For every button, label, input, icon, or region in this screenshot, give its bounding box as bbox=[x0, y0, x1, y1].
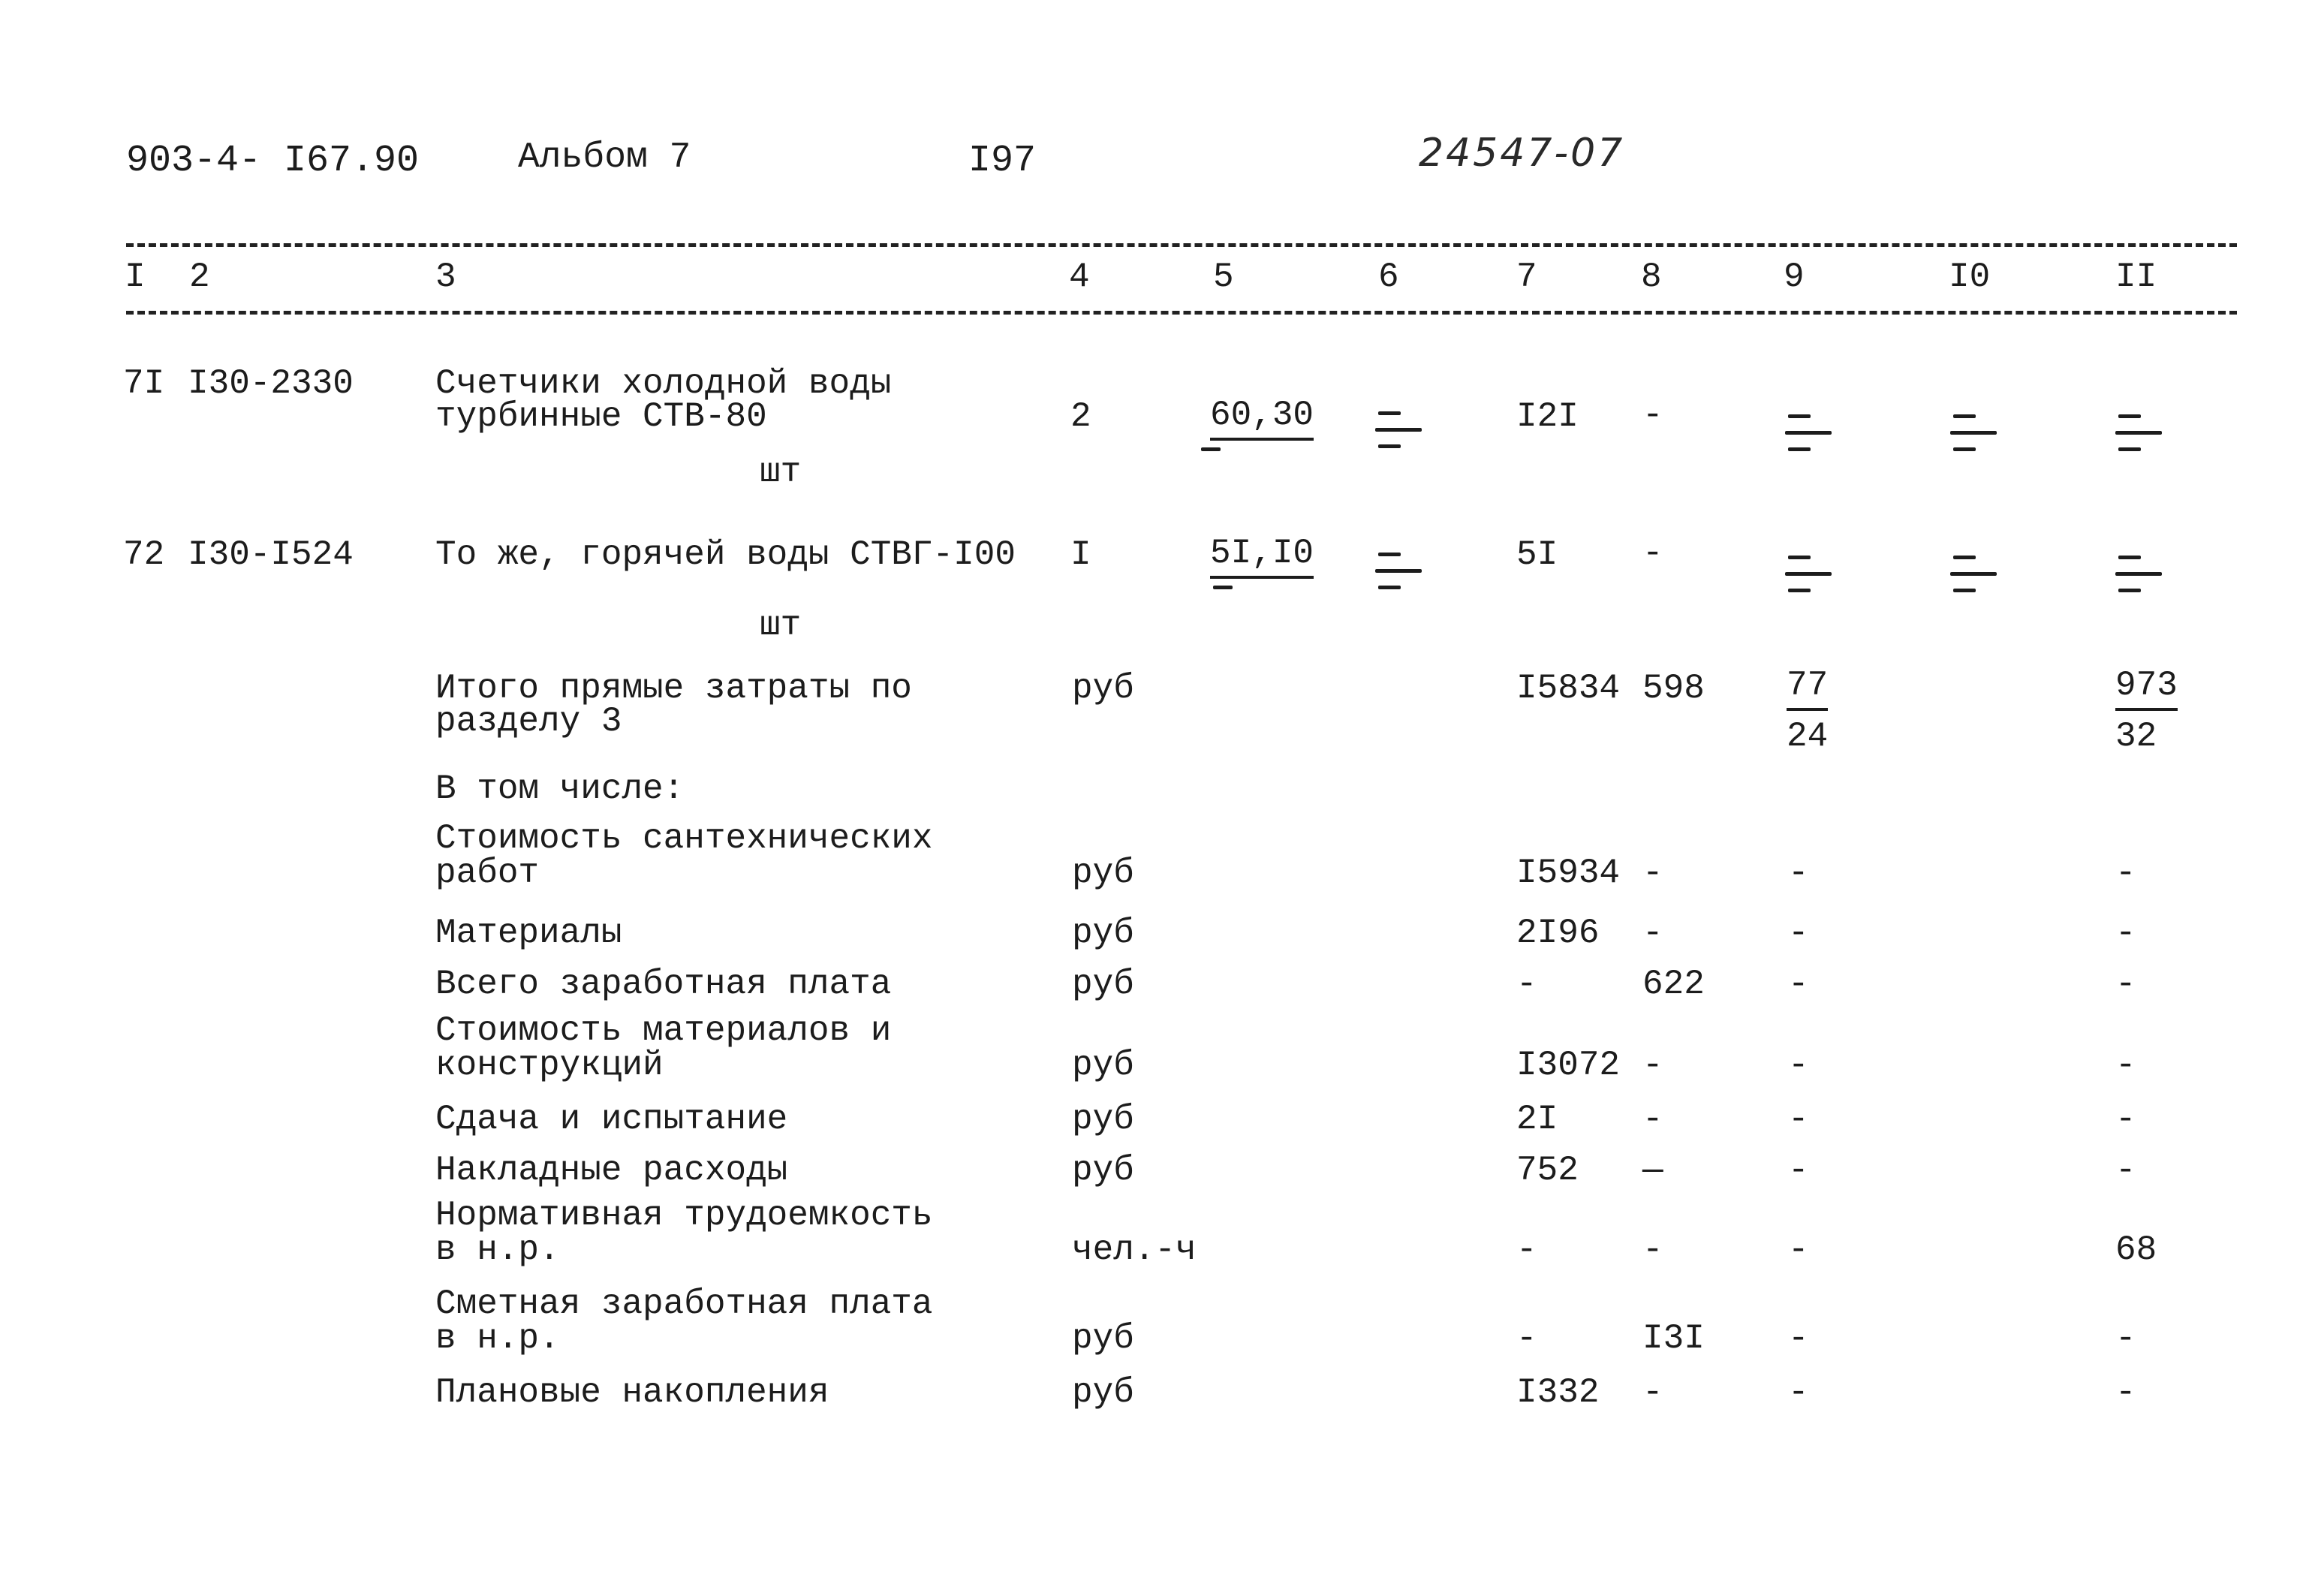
breakdown-label-line: Нормативная трудоемкость bbox=[435, 1196, 933, 1235]
col7-value: I3072 bbox=[1516, 1046, 1621, 1085]
total-label-line: Итого прямые затраты по bbox=[435, 669, 912, 708]
col7-value: I332 bbox=[1516, 1373, 1600, 1412]
unit-label: руб bbox=[1072, 1046, 1134, 1085]
unit-label: руб bbox=[1072, 854, 1134, 893]
unit-label: руб bbox=[1072, 1100, 1134, 1139]
unit-label: руб bbox=[1072, 914, 1134, 953]
col8-value: 622 bbox=[1642, 965, 1705, 1004]
quantity: I bbox=[1070, 535, 1091, 574]
col8-value: 598 bbox=[1642, 669, 1705, 708]
ditto-mark-icon bbox=[1375, 411, 1420, 450]
breakdown-label-line: конструкций bbox=[435, 1046, 664, 1085]
column-header-9: 9 bbox=[1784, 257, 1805, 297]
col8-value: - bbox=[1642, 396, 1663, 435]
col11-value: - bbox=[2115, 1319, 2136, 1358]
col9-value: - bbox=[1788, 854, 1809, 893]
col9-value: - bbox=[1788, 1319, 1809, 1358]
column-header-8: 8 bbox=[1641, 257, 1662, 297]
column-header-4: 4 bbox=[1069, 257, 1090, 297]
col7-value: 2I96 bbox=[1516, 914, 1600, 953]
col11-value: - bbox=[2115, 965, 2136, 1004]
col7-value: 752 bbox=[1516, 1151, 1579, 1190]
col7-value: I2I bbox=[1516, 397, 1579, 436]
unit-price: 60,30 bbox=[1210, 398, 1314, 432]
col11-value: - bbox=[2115, 854, 2136, 893]
breakdown-label-line: Накладные расходы bbox=[435, 1151, 788, 1190]
column-header-1: I bbox=[125, 257, 146, 297]
col8-value: - bbox=[1642, 1046, 1663, 1085]
col9-value: - bbox=[1788, 965, 1809, 1004]
col7-value: 5I bbox=[1516, 535, 1558, 574]
unit-label: руб bbox=[1072, 1373, 1134, 1412]
item-name-line: турбинные СТВ-80 bbox=[435, 397, 767, 436]
item-name-line: То же, горячей воды СТВГ-I00 bbox=[435, 535, 1016, 574]
column-header-2: 2 bbox=[189, 257, 210, 297]
price-code: I30-I524 bbox=[188, 535, 354, 574]
col8-value: - bbox=[1642, 1373, 1663, 1412]
unit-label: руб bbox=[1072, 1319, 1134, 1358]
col7-value: - bbox=[1516, 1319, 1537, 1358]
breakdown-label-line: Стоимость сантехнических bbox=[435, 819, 933, 858]
col11-value: - bbox=[2115, 1151, 2136, 1190]
col9-value: - bbox=[1788, 1100, 1809, 1139]
col8-value: - bbox=[1642, 854, 1663, 893]
col11-value: 68 bbox=[2115, 1230, 2157, 1269]
breakdown-label-line: Плановые накопления bbox=[435, 1373, 829, 1412]
col11-value: - bbox=[2115, 1373, 2136, 1412]
breakdown-label-line: в н.р. bbox=[435, 1230, 560, 1269]
total-label-line: разделу 3 bbox=[435, 702, 622, 741]
col7-value: I5834 bbox=[1516, 669, 1621, 708]
inventory-number: 24547-07 bbox=[1419, 131, 1625, 176]
col9-denominator: 24 bbox=[1787, 717, 1829, 756]
item-number: 72 bbox=[123, 535, 165, 574]
including-label: В том числе: bbox=[435, 769, 685, 809]
col8-value: - bbox=[1642, 1230, 1663, 1269]
breakdown-label-line: Сметная заработная плата bbox=[435, 1284, 933, 1323]
item-number: 7I bbox=[123, 364, 165, 403]
unit-label: руб bbox=[1072, 669, 1134, 708]
col9-value: - bbox=[1788, 1373, 1809, 1412]
column-header-6: 6 bbox=[1378, 257, 1399, 297]
col11-numerator: 973 bbox=[2115, 668, 2178, 703]
column-header-10: I0 bbox=[1949, 257, 1991, 297]
col8-value: - bbox=[1642, 1100, 1663, 1139]
page-number: I97 bbox=[968, 140, 1037, 182]
breakdown-label-line: Материалы bbox=[435, 914, 622, 953]
col11-value: - bbox=[2115, 1046, 2136, 1085]
col8-value: — bbox=[1642, 1151, 1663, 1190]
col11-value: - bbox=[2115, 1100, 2136, 1139]
col8-value: I3I bbox=[1642, 1319, 1705, 1358]
tick-mark bbox=[1201, 447, 1221, 451]
ditto-mark-icon bbox=[1785, 556, 1830, 595]
col7-value: - bbox=[1516, 1230, 1537, 1269]
col11-value: - bbox=[2115, 914, 2136, 953]
ditto-mark-icon bbox=[2115, 414, 2160, 453]
header-top-rule bbox=[126, 243, 2237, 247]
breakdown-label-line: Всего заработная плата bbox=[435, 965, 892, 1004]
unit-label: шт bbox=[760, 453, 802, 492]
breakdown-label-line: работ bbox=[435, 854, 540, 893]
ditto-mark-icon bbox=[1950, 414, 1995, 453]
col7-value: - bbox=[1516, 965, 1537, 1004]
breakdown-label-line: Сдача и испытание bbox=[435, 1100, 788, 1139]
col9-value: - bbox=[1788, 1151, 1809, 1190]
col7-value: 2I bbox=[1516, 1100, 1558, 1139]
album-label: Альбом 7 bbox=[518, 137, 691, 178]
col9-value: - bbox=[1788, 914, 1809, 953]
ditto-mark-icon bbox=[1375, 553, 1420, 592]
unit-label: руб bbox=[1072, 965, 1134, 1004]
breakdown-label-line: в н.р. bbox=[435, 1319, 560, 1358]
tick-mark bbox=[1213, 586, 1233, 589]
col9-value: - bbox=[1788, 1046, 1809, 1085]
unit-label: шт bbox=[760, 606, 802, 645]
column-header-3: 3 bbox=[435, 257, 456, 297]
col8-value: - bbox=[1642, 534, 1663, 573]
column-header-7: 7 bbox=[1516, 257, 1537, 297]
unit-label: чел.-ч bbox=[1072, 1230, 1197, 1269]
col8-value: - bbox=[1642, 914, 1663, 953]
breakdown-label-line: Стоимость материалов и bbox=[435, 1011, 892, 1050]
column-header-5: 5 bbox=[1213, 257, 1234, 297]
item-name-line: Счетчики холодной воды bbox=[435, 364, 892, 403]
unit-price: 5I,I0 bbox=[1210, 536, 1314, 571]
ditto-mark-icon bbox=[1950, 556, 1995, 595]
document-code: 903-4- I67.90 bbox=[126, 140, 420, 182]
price-code: I30-2330 bbox=[188, 364, 354, 403]
col7-value: I5934 bbox=[1516, 854, 1621, 893]
ditto-mark-icon bbox=[2115, 556, 2160, 595]
header-bottom-rule bbox=[126, 311, 2237, 315]
col9-value: - bbox=[1788, 1230, 1809, 1269]
col9-numerator: 77 bbox=[1787, 668, 1828, 703]
quantity: 2 bbox=[1070, 397, 1091, 436]
unit-label: руб bbox=[1072, 1151, 1134, 1190]
ditto-mark-icon bbox=[1785, 414, 1830, 453]
column-header-11: II bbox=[2115, 257, 2157, 297]
col11-denominator: 32 bbox=[2115, 717, 2157, 756]
